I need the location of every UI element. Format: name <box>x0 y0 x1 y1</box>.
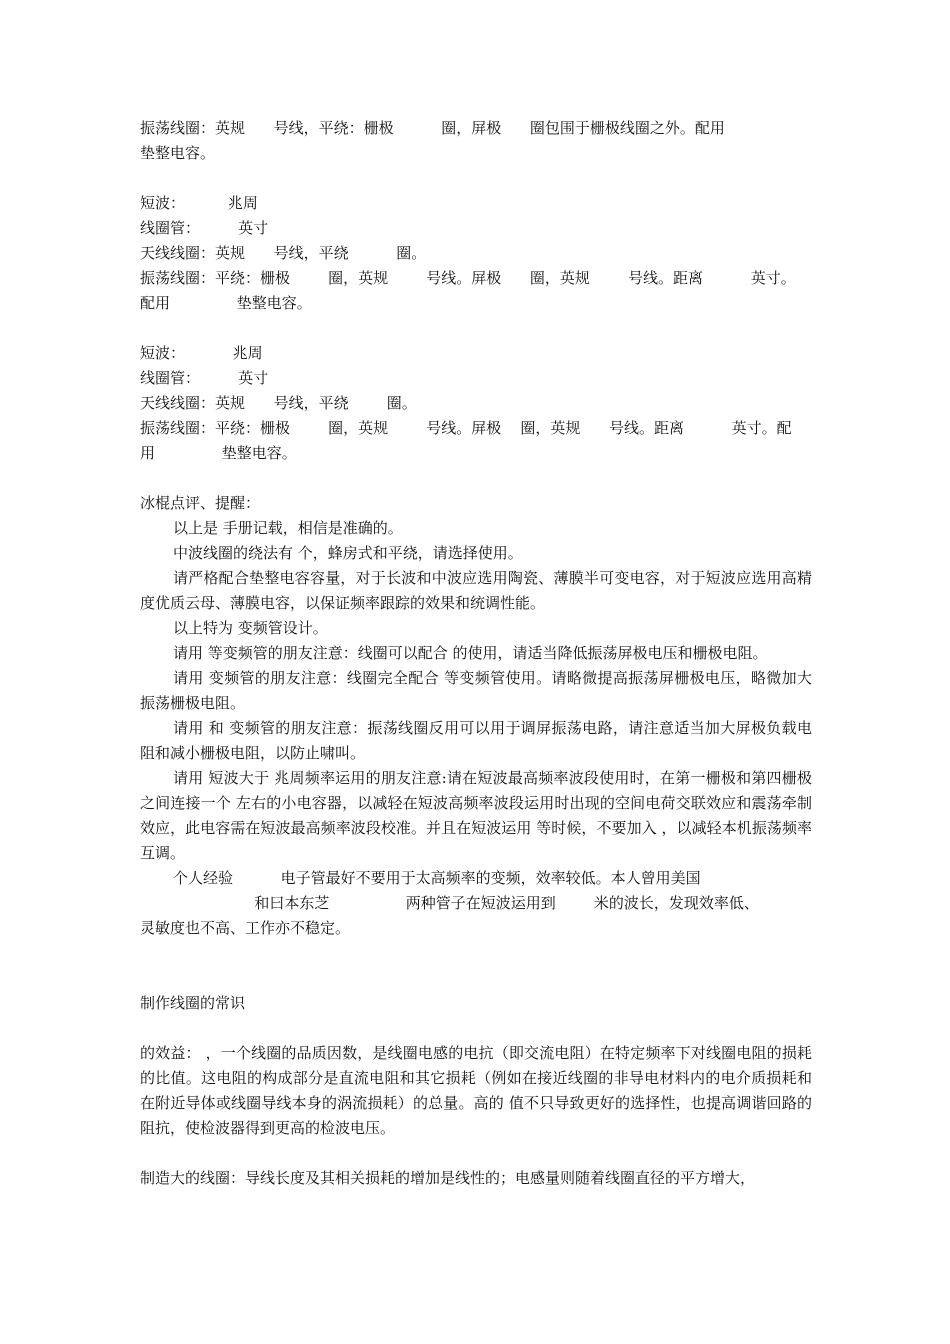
review-section <box>140 491 812 941</box>
personal-experience-line-1: 个人经验 电子管最好不要用于太高频率的变频，效率较低。本人曾用美国 <box>173 869 701 887</box>
spacer <box>140 316 812 341</box>
review-title: 冰棍点评、提醒： <box>140 494 261 512</box>
osc-coil-line-1: 振荡线圈：平绕：栅极 圈，英规 号线。屏极 圈，英规 号线。距离 英寸。配 <box>140 419 792 437</box>
review-paragraph-5: 请用 等变频管的朋友注意：线圈可以配合 的使用，请适当降低振荡屏极电压和栅极电阻。 <box>173 644 768 662</box>
spacer <box>140 941 812 991</box>
review-paragraph-4: 以上特为 变频管设计。 <box>173 619 328 637</box>
band-line: 短波： 兆周 <box>140 344 263 362</box>
review-paragraph-3: 请严格配合垫整电容容量，对于长波和中波应选用陶瓷、薄膜半可变电容，对于短波应选用高精度优质云母、薄膜电容，以保证频率跟踪的效果和统调性能。 <box>140 569 812 612</box>
review-paragraph-1: 以上是 手册记载，相信是准确的。 <box>173 519 403 537</box>
osc-coil-line-2: 配用 垫整电容。 <box>140 294 312 312</box>
coil-spec-block-3 <box>140 341 812 466</box>
spacer <box>140 1141 812 1166</box>
osc-coil-line-2: 用 垫整电容。 <box>140 444 297 462</box>
review-paragraph-6: 请用 变频管的朋友注意：线圈完全配合 等变频管使用。请略微提高振荡屏栅极电压，略微加大振荡栅极电阻。 <box>140 669 812 712</box>
personal-experience-line-3: 灵敏度也不高、工作亦不稳定。 <box>140 919 351 937</box>
review-paragraph-2: 中波线圈的绕法有 个，蜂房式和平绕，请选择使用。 <box>173 544 523 562</box>
personal-experience-line-2: 和曰本东芝 两种管子在短波运用到 米的波长，发现效率低、 <box>140 894 759 912</box>
spacer <box>140 166 812 191</box>
section-title: 制作线圈的常识 <box>140 994 246 1012</box>
antenna-coil-line: 天线线圈：英规 号线，平绕 圈。 <box>140 394 417 412</box>
q-factor-paragraph: 的效益： ，一个线圈的品质因数，是线圈电感的电抗（即交流电阻）在特定频率下对线圈电阻的损耗的比值。这电阻的构成部分是直流电阻和其它损耗（例如在接近线圈的非导电材料内的电介质损耗和在附近导体或线圈导线本身的涡流损耗）的总量。高的 值不只导致更好的选择性，也提高调谐回路的阻抗，使检波器得到更高的检波电压。 <box>140 1044 812 1137</box>
tube-line: 线圈管： 英寸 <box>140 219 269 237</box>
band-line: 短波： 兆周 <box>140 194 258 212</box>
antenna-coil-line: 天线线圈：英规 号线，平绕 圈。 <box>140 244 427 262</box>
osc-coil-line-1: 振荡线圈：英规 号线，平绕：栅极 圈，屏极 圈包围于栅极线圈之外。配用 <box>140 119 725 137</box>
spacer <box>140 1016 812 1041</box>
large-coil-paragraph: 制造大的线圈：导线长度及其相关损耗的增加是线性的；电感量则随着线圈直径的平方增大， <box>140 1169 756 1187</box>
coil-spec-block-1 <box>140 116 812 166</box>
tube-line: 线圈管： 英寸 <box>140 369 269 387</box>
document-page <box>140 116 812 1191</box>
spacer <box>140 466 812 491</box>
review-paragraph-8: 请用 短波大于 兆周频率运用的朋友注意:请在短波最高频率波段使用时，在第一栅极和第四栅极之间连接一个 左右的小电容器，以减轻在短波高频率波段运用时出现的空间电荷交联效应和震荡牵制效应，此电容需在短波最高频率波段校准。并且在短波运用 等时候，不要加入 ，以减轻本机振荡频率互调。 <box>140 769 812 862</box>
review-paragraph-7: 请用 和 变频管的朋友注意：振荡线圈反用可以用于调屏振荡电路，请注意适当加大屏极负载电阻和减小栅极电阻，以防止啸叫。 <box>140 719 812 762</box>
osc-coil-line-2: 垫整电容。 <box>140 144 216 162</box>
osc-coil-line-1: 振荡线圈：平绕：栅极 圈，英规 号线。屏极 圈，英规 号线。距离 英寸。 <box>140 269 796 287</box>
coil-spec-block-2 <box>140 191 812 316</box>
